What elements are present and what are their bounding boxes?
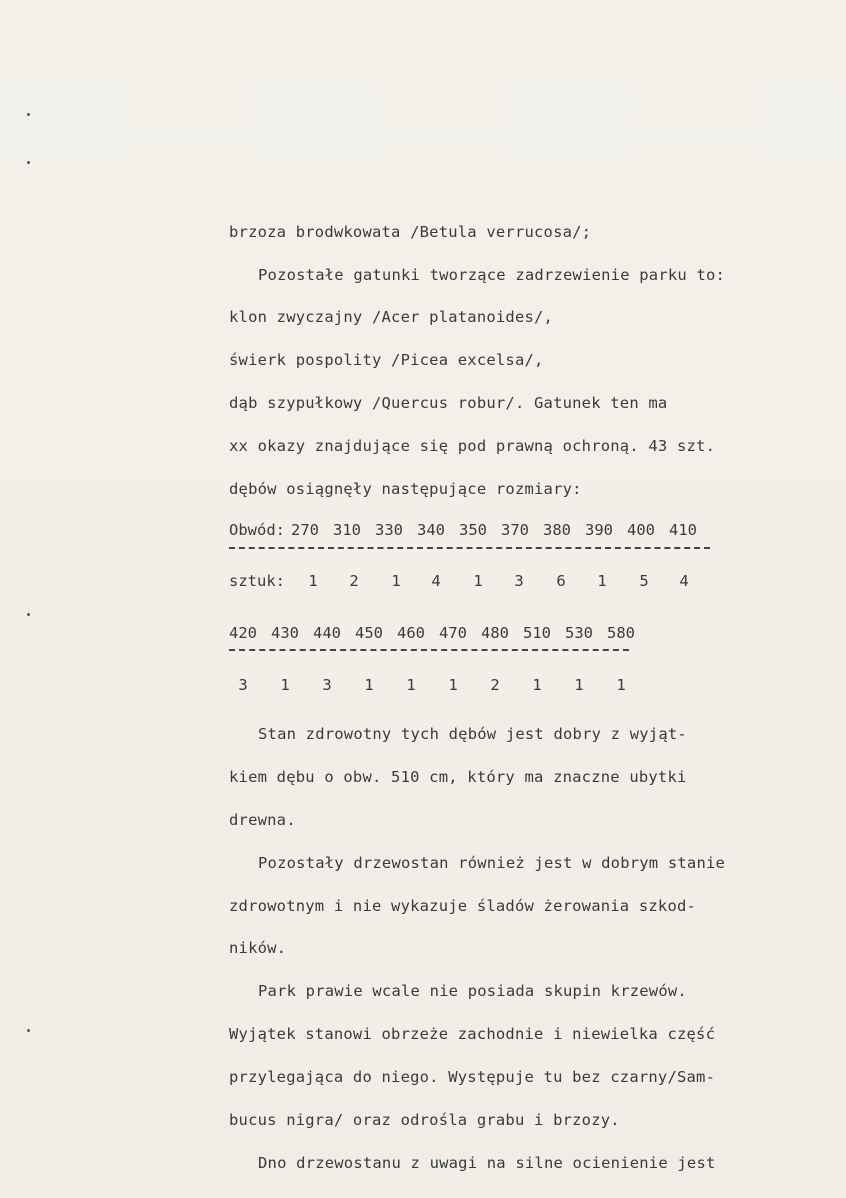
girth-label: Obwód: <box>229 521 285 539</box>
punch-hole-mark <box>27 113 30 116</box>
punch-hole-mark <box>27 1029 30 1032</box>
text-line: klon zwyczajny /Acer platanoides/, <box>229 308 554 326</box>
girth-cell: 580 <box>607 624 635 642</box>
girth-cell: 340 <box>417 521 445 539</box>
girth-cell: 530 <box>565 624 593 642</box>
text-line: Dno drzewostanu z uwagi na silne ocienienie jest <box>258 1154 716 1172</box>
girth-cell: 400 <box>627 521 655 539</box>
count-cell: 4 <box>431 572 441 590</box>
text-line: ników. <box>229 939 287 957</box>
text-line: przylegająca do niego. Występuje tu bez czarny/Sam- <box>229 1068 716 1086</box>
count-cell: 3 <box>514 572 524 590</box>
text-line: kiem dębu o obw. 510 cm, który ma znaczne ubytki <box>229 768 687 786</box>
text-line: zdrowotnym i nie wykazuje śladów żerowania szkod- <box>229 897 697 915</box>
girth-cell: 270 <box>291 521 319 539</box>
count-cell: 1 <box>280 676 290 694</box>
text-line: xx okazy znajdujące się pod prawną ochroną. 43 szt. <box>229 437 716 455</box>
count-cell: 4 <box>679 572 689 590</box>
text-line: Pozostałe gatunki tworzące zadrzewienie parku to: <box>258 266 726 284</box>
count-label: sztuk: <box>229 572 285 590</box>
girth-cell: 440 <box>313 624 341 642</box>
count-cell: 1 <box>473 572 483 590</box>
text-line: bucus nigra/ oraz odrośla grabu i brzozy. <box>229 1111 620 1129</box>
text-line: brzoza brodwkowata /Betula verrucosa/; <box>229 223 592 241</box>
text-line: Park prawie wcale nie posiada skupin krzewów. <box>258 982 687 1000</box>
girth-cell: 330 <box>375 521 403 539</box>
text-line: dębów osiągnęły następujące rozmiary: <box>229 480 582 498</box>
text-line: dąb szypułkowy /Quercus robur/. Gatunek ten ma <box>229 394 668 412</box>
text-line: Wyjątek stanowi obrzeże zachodnie i niewielka część <box>229 1025 716 1043</box>
count-cell: 1 <box>574 676 584 694</box>
punch-hole-mark <box>27 613 30 616</box>
girth-cell: 310 <box>333 521 361 539</box>
girth-cell: 420 <box>229 624 257 642</box>
count-cell: 2 <box>349 572 359 590</box>
text-line: świerk pospolity /Picea excelsa/, <box>229 351 544 369</box>
girth-cell: 410 <box>669 521 697 539</box>
text-line: Pozostały drzewostan również jest w dobrym stanie <box>258 854 726 872</box>
count-cell: 1 <box>616 676 626 694</box>
count-cell: 1 <box>391 572 401 590</box>
text-line: drewna. <box>229 811 296 829</box>
girth-cell: 480 <box>481 624 509 642</box>
count-cell: 6 <box>556 572 566 590</box>
girth-cell: 380 <box>543 521 571 539</box>
count-cell: 1 <box>406 676 416 694</box>
count-cell: 2 <box>490 676 500 694</box>
text-line: Stan zdrowotny tych dębów jest dobry z wyjąt- <box>258 725 687 743</box>
count-cell: 3 <box>322 676 332 694</box>
count-cell: 3 <box>238 676 248 694</box>
count-cell: 1 <box>308 572 318 590</box>
girth-cell: 390 <box>585 521 613 539</box>
count-cell: 1 <box>597 572 607 590</box>
count-cell: 1 <box>532 676 542 694</box>
girth-cell: 370 <box>501 521 529 539</box>
girth-cell: 450 <box>355 624 383 642</box>
punch-hole-mark <box>27 161 30 164</box>
dashed-divider <box>229 547 710 549</box>
count-cell: 1 <box>448 676 458 694</box>
count-cell: 5 <box>639 572 649 590</box>
girth-cell: 350 <box>459 521 487 539</box>
girth-cell: 470 <box>439 624 467 642</box>
count-cell: 1 <box>364 676 374 694</box>
girth-cell: 510 <box>523 624 551 642</box>
girth-cell: 460 <box>397 624 425 642</box>
dashed-divider <box>229 649 629 651</box>
girth-cell: 430 <box>271 624 299 642</box>
